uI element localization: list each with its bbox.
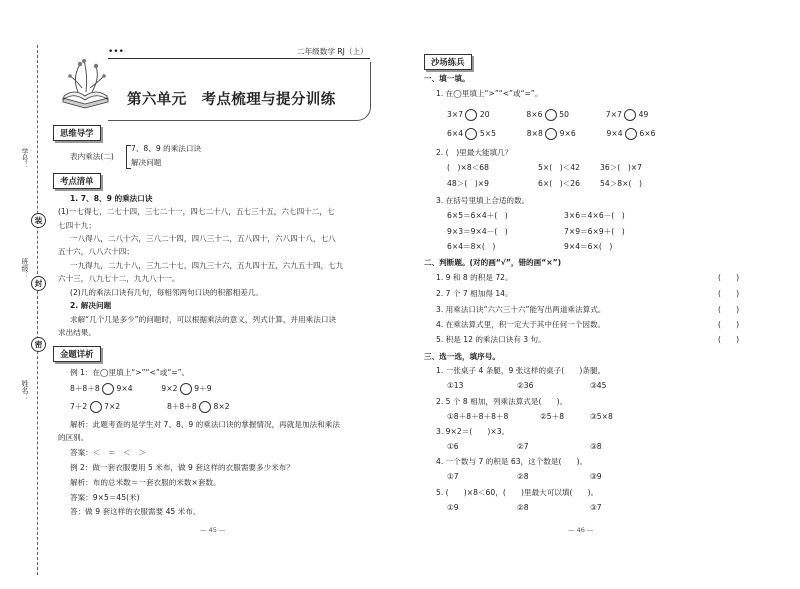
answer-2-sentence: 答：做 9 套这样的衣服需要 45 米布。 [70,507,201,516]
kp-line: 六十三，八九七十二，九九八十一。 [58,274,180,283]
q3-prompt: 3. 在括号里填上合适的数。 [436,196,530,205]
margin-student-id-label: 学号： [21,148,29,169]
judge-item: 5. 积是 12 的乘法口诀有 3 句。 [436,335,546,344]
header-rule [108,58,370,59]
compare-circle[interactable] [625,128,637,140]
analysis-2: 解析：布的总米数＝一套衣服的米数×套数。 [70,478,221,487]
choice-question: 1. 一张桌子 4 条腿，9 张这样的桌子( )条腿。 [436,366,606,375]
example-1-row-1 [70,383,212,395]
expr: 8×2 [213,402,230,411]
part-1-heading: 一、填一填。 [424,74,470,83]
page-number-left: — 45 — [200,526,226,534]
binding-line [37,45,38,575]
choice-option[interactable]: ③8 [590,442,602,451]
answer-2: 答案：9×5＝45(米) [70,493,140,502]
compare-circle[interactable] [199,401,211,413]
choice-option[interactable]: ①8＋8＋8＋8＋8 [447,412,509,421]
choice-option[interactable]: ②7 [517,442,529,451]
expr: 7×7 [605,110,622,119]
judge-item: 2. 7 个 7 相加得 14。 [436,289,513,298]
judge-answer-blank[interactable]: ( ) [718,273,740,282]
unit-title: 第六单元 考点梳理与提分训练 [127,91,336,108]
expr: 7×2 [104,402,121,411]
kp-line: (2)几的乘法口诀有几句，每相邻两句口诀的积都相差几。 [70,288,264,297]
judge-answer-blank[interactable]: ( ) [718,289,740,298]
q3-item[interactable]: 9×3＝9×4－( ) [447,227,508,236]
expr: 20 [479,110,490,119]
expr: 8＋8＋8 [166,402,197,411]
compare-circle[interactable] [465,109,477,121]
section-mindmap-label: 思维导学 [53,125,101,141]
kp-line: 求出结果。 [58,328,96,337]
section-practice-label: 沙场练兵 [424,54,472,70]
expr: 9×4 [116,384,133,393]
mindmap-root: 表内乘法(二) [70,152,114,161]
q2-item[interactable]: 5×( )＜42 [538,163,580,172]
choice-question: 2. 5 个 8 相加，列乘法算式是( )。 [436,397,568,406]
expr: 8＋8＋8 [70,384,100,393]
choice-question: 4. 一个数与 7 的积是 63，这个数是( )。 [436,457,588,466]
choice-option[interactable]: ②36 [517,381,534,390]
expr: 8×6 [526,110,543,119]
q2-item[interactable]: 36＞( )×7 [600,163,642,172]
choice-option[interactable]: ③7 [590,503,602,512]
expr: 9×2 [161,384,178,393]
choice-question: 5. ( )×8＜60，( )里最大可以填( )。 [436,488,599,497]
expr: 50 [559,110,569,119]
choice-option[interactable]: ①6 [447,442,459,451]
margin-name-label: 姓名： [21,380,29,401]
q3-item[interactable]: 6×4＝8×( ) [447,242,496,251]
part-2-heading: 二、判断题。(对的画“√”，错的画“×”) [424,258,562,267]
header-dots: ••• [108,47,124,57]
kp-line: 七四十九； [58,221,96,230]
choice-option[interactable]: ①7 [447,472,459,481]
section-key-points-label: 考点清单 [53,173,101,189]
example-1-row-2 [70,401,230,413]
choice-question: 3. 9×2＝( )×3。 [436,427,510,436]
kp-line: 一九得九，二九十八，三九二十七，四九三十六，五九四十五，六九五十四，七九 [70,261,344,270]
expr: 8×8 [526,129,543,138]
q1-row [447,128,655,140]
book-illustration-icon [58,58,113,110]
section-worked-examples-label: 金题详析 [53,346,101,362]
kp-heading-1: 1. 7、8、9 的乘法口诀 [70,194,153,203]
book-header: 二年级数学 RJ（上） [297,47,368,56]
expr: 6×4 [447,129,464,138]
q3-item[interactable]: 7×9＝6×9＋( ) [564,227,625,236]
q3-item[interactable]: 3×6＝4×6－( ) [564,211,625,220]
compare-circle[interactable] [545,128,557,140]
kp-heading-2: 2. 解决问题 [70,301,112,310]
answer-1: 答案：＜ ＝ ＜ ＞ [70,448,146,457]
kp-line: 求解“几个几是多少”的问题时，可以根据乘法的意义，列式计算，并用乘法口诀 [70,315,337,324]
compare-circle[interactable] [465,128,477,140]
judge-answer-blank[interactable]: ( ) [718,320,740,329]
q2-item[interactable]: 48＞( )×9 [447,179,489,188]
judge-item: 1. 9 和 8 的积是 72。 [436,273,513,282]
kp-line: (1)一七得七，二七十四，三七二十一，四七二十八，五七三十五，六七四十二，七 [58,207,335,216]
margin-seal-mi: 密 [31,337,46,352]
choice-option[interactable]: ②8 [517,503,529,512]
compare-circle[interactable] [545,109,557,121]
q1-row [447,109,648,121]
choice-option[interactable]: ②8 [517,472,529,481]
expr: 7＋2 [70,402,88,411]
choice-option[interactable]: ①9 [447,503,459,512]
expr: 9×4 [606,129,623,138]
part-3-heading: 三、选一选，填序号。 [424,352,500,361]
compare-circle[interactable] [102,383,114,395]
example-2-prompt: 例 2：做一套衣服要用 5 米布，做 9 套这样的衣服需要多少米布？ [70,463,294,472]
kp-line: 五十六，八八六十四； [58,247,134,256]
margin-seal-zhuang: 装 [31,213,46,228]
page-number-right: — 46 — [568,526,594,534]
choice-option[interactable]: ②5＋8 [540,412,565,421]
expr: 49 [638,110,649,119]
q2-prompt: 2. ( )里最大能填几？ [436,148,513,157]
choice-option[interactable]: ③9 [590,472,602,481]
choice-option[interactable]: ③5×8 [590,412,613,421]
mindmap-branch-2: 解决问题 [131,158,162,167]
margin-class-label: 班级： [21,258,29,279]
q3-item[interactable]: 9×4＝6×( ) [564,242,613,251]
mindmap-branch-1: 7、8、9 的乘法口诀 [131,144,202,153]
choice-option[interactable]: ③45 [590,381,607,390]
expr: 3×7 [447,110,464,119]
analysis-1-cont: 的区别。 [58,433,89,442]
judge-item: 3. 用乘法口诀“六六三十六”能写出两道乘法算式。 [436,305,606,314]
judge-answer-blank[interactable]: ( ) [718,335,740,344]
expr: 5×5 [479,129,496,138]
q1-prompt: 1. 在◯里填上“>”“<”或“=”。 [436,89,543,98]
compare-circle[interactable] [180,383,192,395]
expr: 9＋9 [194,384,212,393]
q3-item[interactable]: 6×5＝6×4＋( ) [447,211,508,220]
analysis-1: 解析：此题考查的是学生对 7、8、9 的乘法口诀的掌握情况，再就是加法和乘法 [70,420,340,429]
expr: 6×6 [639,129,656,138]
kp-line: 一八得八，二八十六，三八二十四，四八三十二，五八四十，六八四十八，七八 [70,234,336,243]
example-1-prompt: 例 1：在◯里填上“>”“<”或“=”。 [70,368,190,377]
q2-item[interactable]: 6×( )＜26 [538,179,580,188]
choice-option[interactable]: ①13 [447,381,464,390]
judge-answer-blank[interactable]: ( ) [718,305,740,314]
judge-item: 4. 在乘法算式里，积一定大于其中任何一个因数。 [436,320,606,329]
margin-seal-feng: 封 [31,276,46,291]
q2-item[interactable]: ( )×8＜68 [447,163,489,172]
q2-item[interactable]: 54＞8×( ) [600,179,642,188]
expr: 9×6 [559,129,576,138]
compare-circle[interactable] [624,109,636,121]
compare-circle[interactable] [90,401,102,413]
